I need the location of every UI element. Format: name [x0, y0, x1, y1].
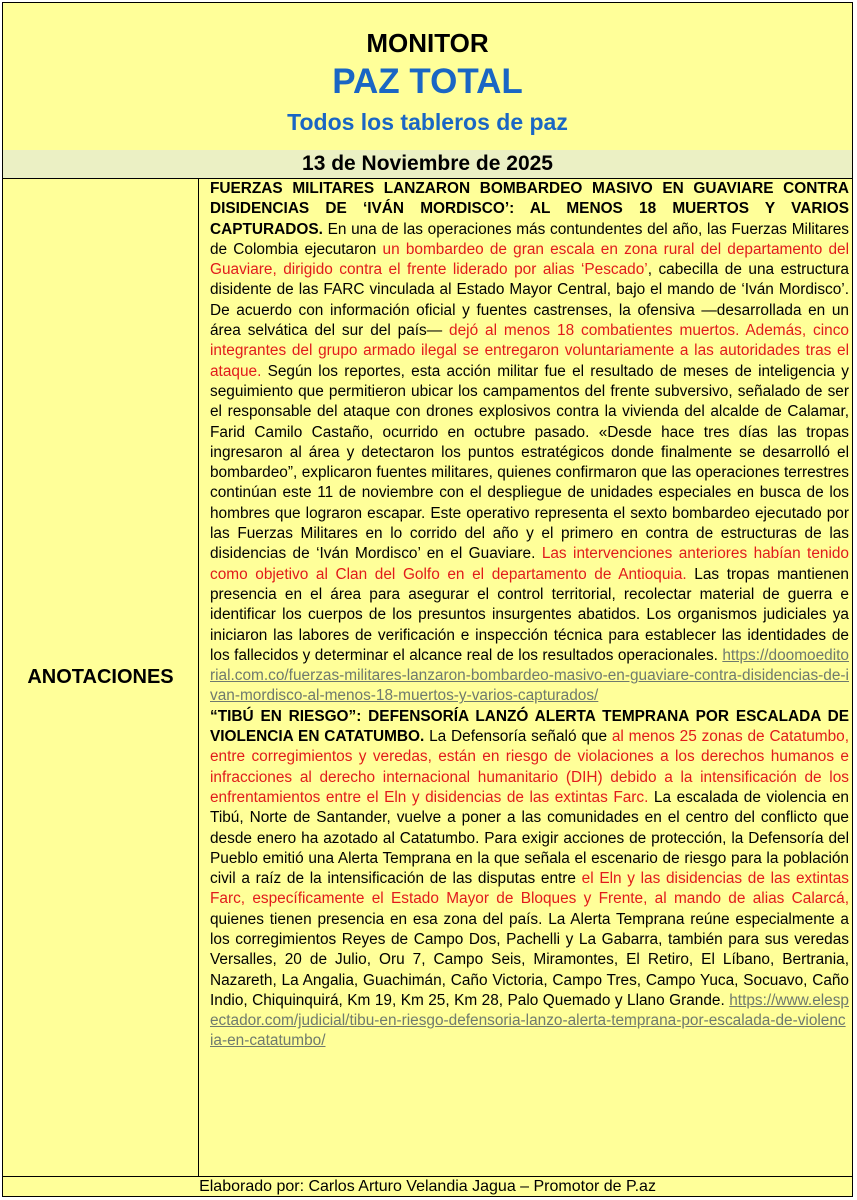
- monitor-sheet: [2, 2, 853, 1197]
- highlighted-text: el Eln y las disidencias de las extintas Farc, específicamente el Estado Mayor de Bloques y Frente, al mando de alias Calarcá,: [210, 870, 849, 908]
- highlighted-text: al menos 25 zonas de Catatumbo, entre corregimientos y veredas, están en riesgo de violaciones a los derechos humanos e infracciones al derecho internacional humanitario (DIH) debido a la intensificación de los enfrentamientos entre el Eln y disidencias de las extintas Farc.: [210, 728, 849, 806]
- article-body: Las tropas mantienen presencia en el área para asegurar el control territorial, recolectar material de guerra e identificar los cuerpos de los presuntos insurgentes abatidos. Los organismos judiciales ya iniciaron las labores de verificación e inspección técnica para establecer las identidades de los fallecidos y determinar el alcance real de los resultados operacionales.: [210, 565, 849, 664]
- annotations-text: [210, 179, 849, 1052]
- highlighted-text: Las intervenciones anteriores habían tenido como objetivo al Clan del Golfo en el departamento de Antioquia.: [210, 545, 849, 583]
- content-cell: [200, 179, 852, 1176]
- source-link[interactable]: https://doomoeditorial.com.co/fuerzas-militares-lanzaron-bombardeo-masivo-en-guaviare-contra-disidencias-de-ivan-mordisco-al-menos-18-muertos-y-varios-capturados/: [210, 646, 849, 705]
- article-body: , cabecilla de una estructura disidente de las FARC vinculada al Estado Mayor Central, bajo el mando de ‘Iván Mordisco’. De acuerdo con información oficial y fuentes castrenses, la ofensiva —desarrollada en un área selvática del sur del país—: [210, 261, 849, 340]
- date-row: 13 de Noviembre de 2025: [3, 150, 852, 179]
- subtitle: Todos los tableros de paz: [287, 109, 568, 135]
- highlighted-text: dejó al menos 18 combatientes muertos. Además, cinco integrantes del grupo armado ilegal se entregaron voluntariamente a las autoridades tras el ataque.: [210, 322, 849, 380]
- article-guaviare: [210, 179, 849, 707]
- paz-total-title: PAZ TOTAL: [332, 62, 523, 101]
- label-cell: [3, 179, 199, 1176]
- article-body: Según los reportes, esta acción militar fue el resultado de meses de inteligencia y seguimiento que permitieron ubicar los campamentos del frente subversivo, señalado de ser el responsable del ataque con drones explosivos contra la vivienda del alcalde de Calamar, Farid Camilo Castaño, ocurrido en octubre pasado. «Desde hace tres días las tropas ingresaron al área y detectaron los puntos estratégicos donde finalmente se desarrolló el bombardeo”, explicaron fuentes militares, quienes confirmaron que las operaciones terrestres continúan este 11 de noviembre con el despliegue de unidades especiales en busca de los hombres que lograron escapar. Este operativo representa el sexto bombardeo ejecutado por las Fuerzas Militares en lo corrido del año y el primero en contra de estructuras de las disidencias de ‘Iván Mordisco’ en el Guaviare.: [210, 362, 849, 563]
- highlighted-text: un bombardeo de gran escala en zona rural del departamento del Guaviare, dirigido contra el frente liderado por alias ‘Pescado’: [210, 240, 849, 279]
- article-body: quienes tienen presencia en esa zona del país. La Alerta Temprana reúne especialmente a los corregimientos Reyes de Campo Dos, Pachelli y La Gabarra, también para sus veredas Versalles, 20 de Julio, Oru 7, Campo Seis, Miramontes, El Retiro, El Líbano, Bertrania, Nazareth, La Angalia, Guachimán, Caño Victoria, Campo Tres, Campo Yuca, Socuavo, Caño Indio, Chiquinquirá, Km 19, Km 25, Km 28, Palo Quemado y Llano Grande.: [210, 910, 849, 1009]
- header: [3, 3, 852, 151]
- article-body: La Defensoría señaló que: [424, 728, 612, 746]
- article-body: La escalada de violencia en Tibú, Norte de Santander, vuelve a poner a las comunidades en el centro del conflicto que desde enero ha azotado al Catatumbo. Para exigir acciones de protección, la Defensoría del Pueblo emitió una Alerta Temprana en la que señala el escenario de riesgo para la población civil a raíz de la intensificación de las disputas entre: [210, 788, 849, 888]
- article-tibu: [210, 707, 849, 1052]
- source-link[interactable]: https://www.elespectador.com/judicial/tibu-en-riesgo-defensoria-lanzo-alerta-temprana-por-escalada-de-violencia-en-catatumbo/: [210, 991, 849, 1050]
- footer-credit: Elaborado por: Carlos Arturo Velandia Jagua – Promotor de P.az: [3, 1176, 852, 1196]
- article-headline: “TIBÚ EN RIESGO”: DEFENSORÍA LANZÓ ALERTA TEMPRANA POR ESCALADA DE VIOLENCIA EN CATATUMBO.: [210, 707, 849, 746]
- article-body: En una de las operaciones más contundentes del año, las Fuerzas Militares de Colombia ejecutaron: [210, 220, 849, 258]
- article-headline: FUERZAS MILITARES LANZARON BOMBARDEO MASIVO EN GUAVIARE CONTRA DISIDENCIAS DE ‘IVÁN MORDISCO’: AL MENOS 18 MUERTOS Y VARIOS CAPTURADOS.: [210, 180, 849, 238]
- anotaciones-label: ANOTACIONES: [27, 666, 174, 688]
- monitor-heading: MONITOR: [366, 28, 489, 58]
